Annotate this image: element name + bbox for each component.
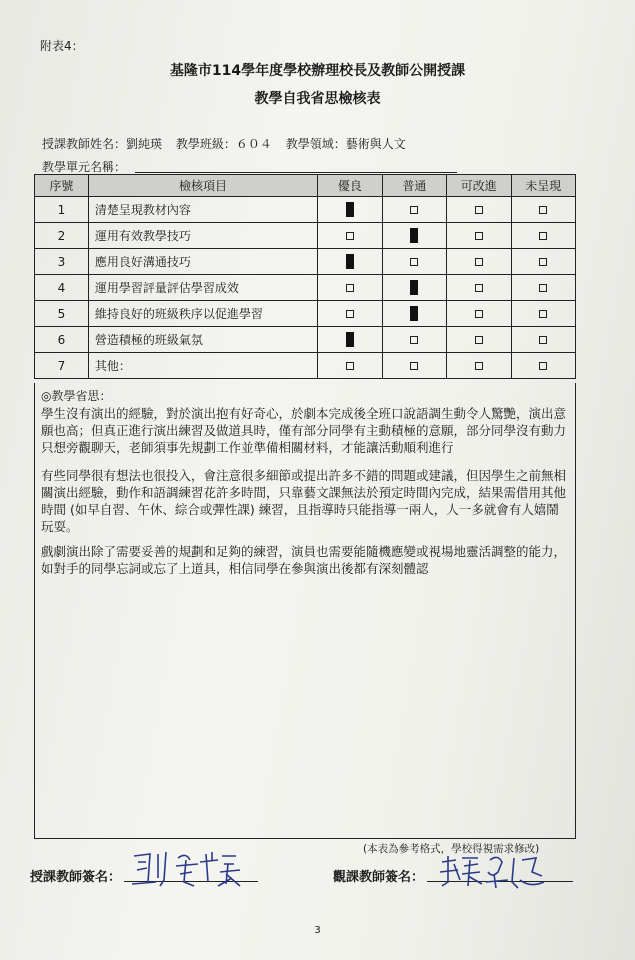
header-average: 普通 [382, 175, 446, 197]
table-row [35, 223, 576, 249]
table-row [35, 197, 576, 223]
observer-signature-label: 觀課教師簽名： [333, 870, 425, 885]
header-improvable: 可改進 [447, 175, 511, 197]
rating-cell [511, 275, 575, 301]
rating-cell [318, 353, 382, 379]
checkbox [410, 258, 418, 266]
rating-cell [318, 301, 382, 327]
checkbox [475, 362, 483, 370]
reflection-paragraph: 戲劇演出除了需要妥善的規劃和足夠的練習，演員也需要能隨機應變或視場地靈活調整的能力，如對手的同學忘詞或忘了上道具，相信同學在參與演出後都有深刻體認 [41, 544, 567, 576]
checked-box [346, 332, 354, 347]
rating-cell [511, 223, 575, 249]
row-number: 6 [35, 327, 89, 353]
check-item: 清楚呈現教材內容 [88, 197, 317, 223]
checkbox [539, 284, 547, 292]
header-excellent: 優良 [318, 175, 382, 197]
checklist-table [34, 174, 576, 379]
class-number: 教學班級：６０４ [175, 137, 272, 151]
check-item: 營造積極的班級氣氛 [88, 327, 317, 353]
teacher-signature [128, 848, 248, 892]
rating-cell [382, 353, 446, 379]
checkbox [410, 336, 418, 344]
row-number: 5 [35, 301, 89, 327]
header-item: 檢核項目 [88, 175, 317, 197]
checkbox [475, 284, 483, 292]
check-item: 其他： [88, 353, 317, 379]
footnote: (本表為參考格式，學校得視需求修改) [363, 843, 540, 855]
reflection-paragraph: 學生沒有演出的經驗，對於演出抱有好奇心，於劇本完成後全班口說語調生動令人驚艷，演出意願也高；但真正進行演出練習及做道具時，僅有部分同學有主動積極的意願，部分同學沒有動力只想旁觀聊天，老師須事先規劃工作並準備相關材料，才能讓活動順利進行 [41, 406, 567, 455]
table-header-row [35, 175, 576, 197]
annex-label: 附表4： [40, 39, 84, 53]
rating-cell [318, 223, 382, 249]
checkbox [475, 232, 483, 240]
rating-cell [318, 249, 382, 275]
rating-cell [447, 353, 511, 379]
check-item: 運用學習評量評估學習成效 [88, 275, 317, 301]
unit-underline [135, 172, 457, 173]
table-row [35, 301, 576, 327]
checkbox [539, 232, 547, 240]
rating-cell [447, 301, 511, 327]
unit-label: 教學單元名稱： [42, 160, 127, 174]
rating-cell [511, 249, 575, 275]
row-number: 4 [35, 275, 89, 301]
rating-cell [447, 327, 511, 353]
checkbox [346, 362, 354, 370]
rating-cell [447, 223, 511, 249]
checkbox [539, 336, 547, 344]
rating-cell [511, 327, 575, 353]
checkbox [475, 206, 483, 214]
form-title: 基隆市114學年度學校辦理校長及教師公開授課 [169, 63, 466, 79]
checkbox [475, 258, 483, 266]
rating-cell [382, 275, 446, 301]
rating-cell [447, 275, 511, 301]
teaching-domain: 教學領域：藝術與人文 [285, 137, 406, 151]
row-number: 1 [35, 197, 89, 223]
page-number: 3 [314, 925, 321, 936]
form-subtitle: 教學自我省思檢核表 [254, 91, 381, 107]
row-number: 7 [35, 353, 89, 379]
checkbox [539, 310, 547, 318]
teacher-info-line [42, 135, 416, 152]
row-number: 2 [35, 223, 89, 249]
check-item: 維持良好的班級秩序以促進學習 [88, 301, 317, 327]
rating-cell [318, 327, 382, 353]
checkbox [539, 206, 547, 214]
header-no: 序號 [35, 175, 89, 197]
checked-box [410, 306, 418, 321]
teacher-name: 授課教師姓名：劉純瑛 [42, 137, 163, 151]
rating-cell [447, 249, 511, 275]
rating-cell [382, 197, 446, 223]
rating-cell [382, 223, 446, 249]
rating-cell [511, 301, 575, 327]
reflection-heading: ◎教學省思： [41, 389, 112, 403]
table-row [35, 327, 576, 353]
checkbox [346, 232, 354, 240]
checked-box [410, 228, 418, 243]
checkbox [539, 258, 547, 266]
table-row [35, 249, 576, 275]
rating-cell [511, 197, 575, 223]
row-number: 3 [35, 249, 89, 275]
rating-cell [382, 301, 446, 327]
observer-signature [438, 852, 550, 892]
checked-box [410, 280, 418, 295]
rating-cell [318, 275, 382, 301]
checked-box [346, 254, 354, 269]
rating-cell [318, 197, 382, 223]
teacher-signature-label: 授課教師簽名： [30, 870, 122, 885]
checkbox [410, 206, 418, 214]
rating-cell [382, 327, 446, 353]
table-row [35, 353, 576, 379]
checkbox [475, 336, 483, 344]
check-item: 應用良好溝通技巧 [88, 249, 317, 275]
checkbox [346, 310, 354, 318]
header-not-shown: 未呈現 [511, 175, 575, 197]
checkbox [346, 284, 354, 292]
check-item: 運用有效教學技巧 [88, 223, 317, 249]
rating-cell [511, 353, 575, 379]
checkbox [475, 310, 483, 318]
rating-cell [447, 197, 511, 223]
reflection-paragraph: 有些同學很有想法也很投入，會注意很多細節或提出許多不錯的問題或建議，但因學生之前無相關演出經驗，動作和語調練習花許多時間，只靠藝文課無法於預定時間內完成，結果需借用其他時間 (如早自習、午休、綜合或彈性課) 練習，且指導時只能指導一兩人，人一多就會有人嬉鬧玩耍。 [41, 468, 567, 534]
reflection-box [34, 383, 576, 839]
checkbox [410, 362, 418, 370]
rating-cell [382, 249, 446, 275]
table-row [35, 275, 576, 301]
checkbox [539, 362, 547, 370]
checked-box [346, 202, 354, 217]
